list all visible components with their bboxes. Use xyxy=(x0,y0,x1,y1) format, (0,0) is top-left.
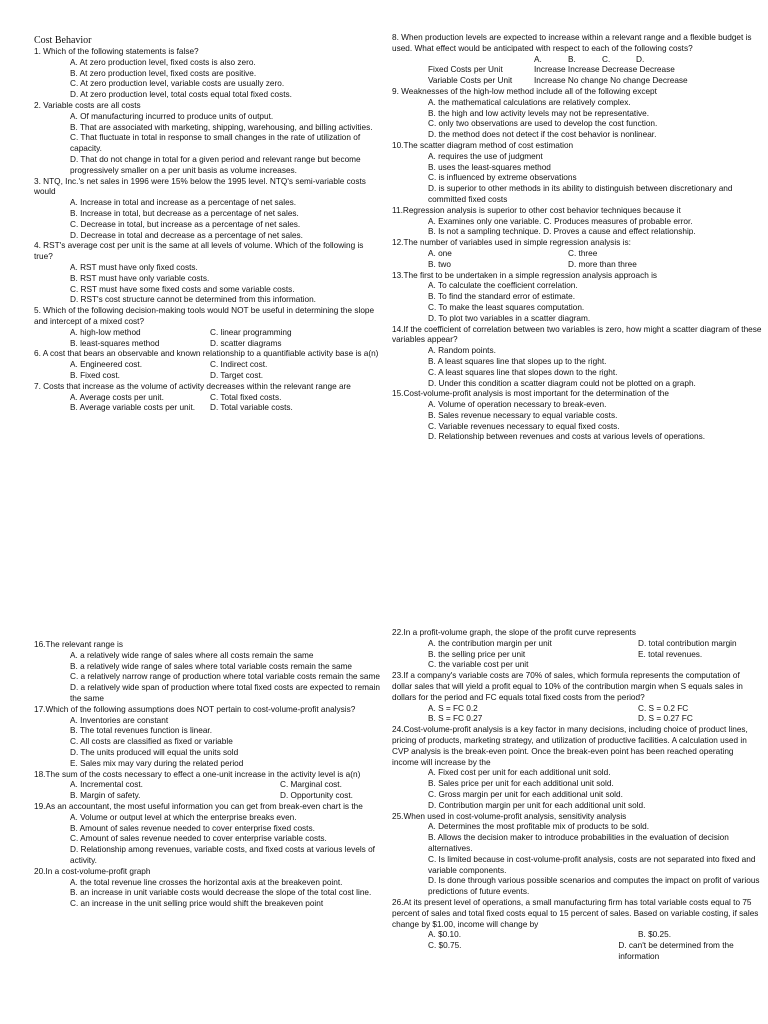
answer-option: D. more than three xyxy=(568,259,637,269)
answer-option: B. To find the standard error of estimate. xyxy=(428,292,576,302)
answer-row xyxy=(392,930,762,941)
answer-option: B. a relatively wide range of sales where total variable costs remain the same xyxy=(70,661,353,671)
answer-option: B. Amount of sales revenue needed to cover enterprise fixed costs. xyxy=(70,823,315,833)
answer-option: A. Fixed cost per unit for each additional unit sold. xyxy=(428,768,611,778)
answer-option: C. linear programming xyxy=(210,327,292,337)
answer-row xyxy=(34,393,382,404)
answer-option: B. Average variable costs per unit. xyxy=(70,403,196,413)
answer-row xyxy=(392,941,762,963)
answer-option: C. Amount of sales revenue needed to cover enterprise variable costs. xyxy=(70,834,327,844)
answer-option: D. Relationship between revenues and costs at various levels of operations. xyxy=(428,432,705,442)
answer-option: B. Sales revenue necessary to equal variable costs. xyxy=(428,410,618,420)
answer-row xyxy=(34,339,382,350)
answer-option: D. Relationship among revenues, variable costs, and fixed costs at various levels of activity. xyxy=(70,845,375,865)
answer-option: A. To calculate the coefficient correlation. xyxy=(428,281,578,291)
question-text: 25.When used in cost-volume-profit analysis, sensitivity analysis xyxy=(392,811,627,821)
answer-option: D. The units produced will equal the units sold xyxy=(70,747,239,757)
answer-row xyxy=(392,639,762,650)
answer-option: C. a relatively narrow range of production where total variable costs remain the same xyxy=(70,672,380,682)
answer-option: B. Margin of safety. xyxy=(70,791,141,801)
question-16 xyxy=(34,640,384,705)
question-text: 1. Which of the following statements is false? xyxy=(34,47,199,56)
answer-option: D. is superior to other methods in its ability to distinguish between discretionary and committed fixed costs xyxy=(428,184,733,204)
question-4 xyxy=(34,241,382,306)
column-header: B. xyxy=(568,54,576,64)
answer-option: C. Marginal cost. xyxy=(280,780,342,790)
answer-option: C. Indirect cost. xyxy=(210,360,268,370)
answer-option: C. an increase in the unit selling price would shift the breakeven point xyxy=(70,899,324,909)
answer-option: C. That fluctuate in total in response to small changes in the rate of utilization of capacity. xyxy=(70,133,361,154)
answer-option: A. $0.10. xyxy=(428,930,462,940)
row-values: Increase Increase Decrease Decrease xyxy=(534,65,675,75)
answer-option: A. Determines the most profitable mix of products to be sold. xyxy=(428,822,650,832)
question-23 xyxy=(392,671,762,725)
answer-option: B. $0.25. xyxy=(638,930,672,940)
question-17 xyxy=(34,705,384,770)
answer-option: C. Is limited because in cost-volume-profit analysis, costs are not separated into fixed and variable components. xyxy=(428,854,756,875)
answer-option: A. requires the use of judgment xyxy=(428,151,543,161)
answer-option: B. S = FC 0.27 xyxy=(428,714,483,724)
answer-option: A. RST must have only fixed costs. xyxy=(70,262,198,272)
document-title: Cost Behavior xyxy=(34,35,92,46)
question-22 xyxy=(392,628,762,671)
question-text: 14.If the coefficient of correlation between two variables is zero, how might a scatter diagram of these variables appear? xyxy=(392,324,762,345)
answer-option: A. the contribution margin per unit xyxy=(428,638,552,648)
answer-option: D. Under this condition a scatter diagram could not be plotted on a graph. xyxy=(428,378,696,388)
answer-option: D. Decrease in total and decrease as a percentage of net sales. xyxy=(70,230,303,240)
answer-option: B. the selling price per unit xyxy=(428,649,526,659)
question-3 xyxy=(34,177,382,242)
answer-row xyxy=(392,650,762,661)
question-14 xyxy=(392,325,762,390)
answer-option: D. the method does not detect if the cost behavior is nonlinear. xyxy=(428,130,657,140)
answer-option: A. high-low method xyxy=(70,327,141,337)
answer-option: A. Of manufacturing incurred to produce units of output. xyxy=(70,111,274,121)
question-text: 26.At its present level of operations, a small manufacturing firm has total variable costs equal to 75 percent of sales and total fixed costs equal to 15 percent of sales. Based on variable costing, if sales change by $1.00, income will change by xyxy=(392,897,759,929)
column-bottom-right xyxy=(392,628,762,1024)
answer-option: A. S = FC 0.2 xyxy=(428,703,478,713)
answer-option: A. the total revenue line crosses the horizontal axis at the breakeven point. xyxy=(70,877,343,887)
question-25 xyxy=(392,812,762,898)
answer-option: D. Opportunity cost. xyxy=(280,791,353,801)
answer-option: B. RST must have only variable costs. xyxy=(70,273,210,283)
answer-option: A. Engineered cost. xyxy=(70,360,143,370)
question-18 xyxy=(34,770,384,802)
answer-option: B. two xyxy=(428,259,451,269)
question-8 xyxy=(392,33,762,87)
question-text: 8. When production levels are expected to increase within a relevant range and a flexible budget is used. What effect would be anticipated with respect to each of the following costs? xyxy=(392,33,752,53)
question-text: 10.The scatter diagram method of cost estimation xyxy=(392,140,574,150)
answer-option: A. Average costs per unit. xyxy=(70,392,164,402)
answer-option: B. That are associated with marketing, shipping, warehousing, and billing activities. xyxy=(70,122,373,132)
answer-option: B. Allows the decision maker to introduce probabilities in the evaluation of decision alternatives. xyxy=(428,833,729,853)
question-text: 5. Which of the following decision-making tools would NOT be useful in determining the slope and intercept of a mixed cost? xyxy=(34,306,375,326)
question-text: 20.In a cost-volume-profit graph xyxy=(34,866,151,876)
answer-row xyxy=(34,371,382,382)
answer-option: D. Total variable costs. xyxy=(210,403,293,413)
answer-row xyxy=(34,403,382,414)
question-text: 22.In a profit-volume graph, the slope of the profit curve represents xyxy=(392,628,636,637)
question-12 xyxy=(392,238,762,270)
answer-option: B. the high and low activity levels may not be representative. xyxy=(428,108,650,118)
question-15 xyxy=(392,389,762,443)
question-2 xyxy=(34,101,382,177)
answer-option: B. A least squares line that slopes up to the right. xyxy=(428,356,607,366)
answer-option: C. Decrease in total, but increase as a percentage of net sales. xyxy=(70,219,301,229)
answer-option: D. total contribution margin xyxy=(638,638,737,648)
question-text: 16.The relevant range is xyxy=(34,640,123,649)
answer-row xyxy=(392,260,762,271)
row-label: Variable Costs per Unit xyxy=(428,76,513,86)
answer-option: D. To plot two variables in a scatter diagram. xyxy=(428,313,591,323)
question-9 xyxy=(392,87,762,141)
question-7 xyxy=(34,382,382,414)
question-5 xyxy=(34,306,382,349)
answer-option: C. A least squares line that slopes down to the right. xyxy=(428,367,618,377)
question-1 xyxy=(34,47,382,101)
answer-option: A. the mathematical calculations are relatively complex. xyxy=(428,97,631,107)
answer-row xyxy=(34,780,384,791)
question-26 xyxy=(392,898,762,963)
answer-option: C. At zero production level, variable costs are usually zero. xyxy=(70,79,285,89)
answer-option: A. Examines only one variable. C. Produces measures of probable error. xyxy=(428,216,693,226)
question-text: 18.The sum of the costs necessary to effect a one-unit increase in the activity level is a(n) xyxy=(34,769,361,779)
question-text: 23.If a company's variable costs are 70% of sales, which formula represents the computation of dollar sales that will yield a profit equal to 10% of the contribution margin when S equals sales in dollars for the period and FC equals total fixed costs from the period? xyxy=(392,671,743,702)
answer-option: B. Sales price per unit for each additional unit sold. xyxy=(428,779,614,789)
row-values: Increase No change No change Decrease xyxy=(534,76,688,86)
answer-option: D. scatter diagrams xyxy=(210,338,282,348)
question-text: 3. NTQ, Inc.'s net sales in 1996 were 15% below the 1995 level. NTQ's semi-variable costs would xyxy=(34,176,366,197)
table-row xyxy=(392,65,762,76)
answer-option: C. RST must have some fixed costs and some variable costs. xyxy=(70,284,295,294)
answer-option: E. total revenues. xyxy=(638,649,703,659)
answer-option: C. All costs are classified as fixed or variable xyxy=(70,737,233,747)
column-bottom-left xyxy=(34,640,384,1024)
answer-row xyxy=(34,328,382,339)
question-19 xyxy=(34,802,384,867)
column-header: A. xyxy=(534,54,542,64)
answer-option: C. To make the least squares computation. xyxy=(428,302,585,312)
answer-option: A. Incremental cost. xyxy=(70,780,143,790)
answer-option: D. At zero production level, total costs equal total fixed costs. xyxy=(70,90,292,100)
answer-option: E. Sales mix may vary during the related period xyxy=(70,758,244,768)
answer-option: D. Is done through various possible scenarios and computes the impact on profit of various predictions of future events. xyxy=(428,876,760,897)
question-20 xyxy=(34,867,384,910)
answer-row xyxy=(392,704,762,715)
question-text: 7. Costs that increase as the volume of activity decreases within the relevant range are xyxy=(34,381,351,391)
answer-option: B. uses the least-squares method xyxy=(428,162,551,172)
answer-option: A. Inventories are constant xyxy=(70,715,169,725)
question-text: 13.The first to be undertaken in a simple regression analysis approach is xyxy=(392,270,658,280)
answer-option: D. Target cost. xyxy=(210,370,264,380)
answer-row xyxy=(392,714,762,725)
answer-option: A. At zero production level, fixed costs is also zero. xyxy=(70,57,256,67)
row-label: Fixed Costs per Unit xyxy=(428,65,503,75)
answer-option: C. only two observations are used to develop the cost function. xyxy=(428,119,658,129)
answer-option: B. an increase in unit variable costs would decrease the slope of the total cost line. xyxy=(70,888,372,898)
answer-option: A. Random points. xyxy=(428,346,496,356)
question-text: 17.Which of the following assumptions does NOT pertain to cost-volume-profit analysis? xyxy=(34,704,356,714)
question-text: 6. A cost that bears an observable and known relationship to a quantifiable activity base is a(n) xyxy=(34,349,379,359)
answer-option: A. Increase in total and increase as a percentage of net sales. xyxy=(70,198,297,208)
answer-option: B. The total revenues function is linear. xyxy=(70,726,213,736)
question-24 xyxy=(392,725,762,811)
question-text: 15.Cost-volume-profit analysis is most important for the determination of the xyxy=(392,389,669,399)
question-10 xyxy=(392,141,762,206)
answer-option: C. Total fixed costs. xyxy=(210,392,282,402)
answer-row xyxy=(34,791,384,802)
answer-row xyxy=(34,360,382,371)
question-text: 12.The number of variables used in simple regression analysis is: xyxy=(392,238,631,248)
answer-option: B. least-squares method xyxy=(70,338,160,348)
answer-option: A. a relatively wide range of sales where all costs remain the same xyxy=(70,650,314,660)
column-top-right xyxy=(392,33,762,593)
column-top-left xyxy=(34,35,382,595)
answer-option: C. three xyxy=(568,248,598,258)
column-header: D. xyxy=(636,54,645,64)
answer-option: B. Increase in total, but decrease as a percentage of net sales. xyxy=(70,208,299,218)
answer-option: A. Volume of operation necessary to break-even. xyxy=(428,400,607,410)
answer-row xyxy=(392,249,762,260)
answer-option: B. At zero production level, fixed costs are positive. xyxy=(70,68,257,78)
answer-option: D. a relatively wide span of production where total fixed costs are expected to remain the same xyxy=(70,683,380,703)
answer-option: D. RST's cost structure cannot be determined from this information. xyxy=(70,295,316,305)
question-text: 24.Cost-volume-profit analysis is a key factor in many decisions, including choice of product lines, pricing of products, marketing strategy, and utilization of productive facilities. A calculation used in CVP analysis is the break-even point. Once the break-even point has been reached operating income will increase by the xyxy=(392,725,748,767)
answer-option: A. one xyxy=(428,248,452,258)
answer-option: C. Variable revenues necessary to equal fixed costs. xyxy=(428,421,620,431)
answer-option: D. S = 0.27 FC xyxy=(638,714,693,724)
question-13 xyxy=(392,271,762,325)
question-text: 9. Weaknesses of the high-low method include all of the following except xyxy=(392,86,657,96)
answer-option: D. That do not change in total for a given period and relevant range but become progressively smaller on a per unit basis as volume increases. xyxy=(70,154,361,175)
table-row xyxy=(392,76,762,87)
answer-option: A. Volume or output level at which the enterprise breaks even. xyxy=(70,812,297,822)
table-header xyxy=(392,55,762,66)
question-text: 19.As an accountant, the most useful information you can get from break-even chart is the xyxy=(34,801,363,811)
answer-option: C. the variable cost per unit xyxy=(428,660,529,670)
answer-option: C. S = 0.2 FC xyxy=(638,703,689,713)
answer-option: C. $0.75. xyxy=(428,941,462,951)
answer-option: B. Is not a sampling technique. D. Proves a cause and effect relationship. xyxy=(428,227,696,237)
question-text: 11.Regression analysis is superior to other cost behavior techniques because it xyxy=(392,205,681,215)
answer-option: D. can't be determined from the information xyxy=(618,941,734,961)
column-header: C. xyxy=(602,54,611,64)
answer-option: C. is influenced by extreme observations xyxy=(428,173,577,183)
question-6 xyxy=(34,349,382,381)
answer-option: B. Fixed cost. xyxy=(70,370,120,380)
answer-option: C. Gross margin per unit for each additional unit sold. xyxy=(428,789,623,799)
answer-option: D. Contribution margin per unit for each additional unit sold. xyxy=(428,800,646,810)
question-text: 4. RST's average cost per unit is the same at all levels of volume. Which of the following is true? xyxy=(34,241,364,262)
question-11 xyxy=(392,206,762,238)
question-text: 2. Variable costs are all costs xyxy=(34,100,141,110)
